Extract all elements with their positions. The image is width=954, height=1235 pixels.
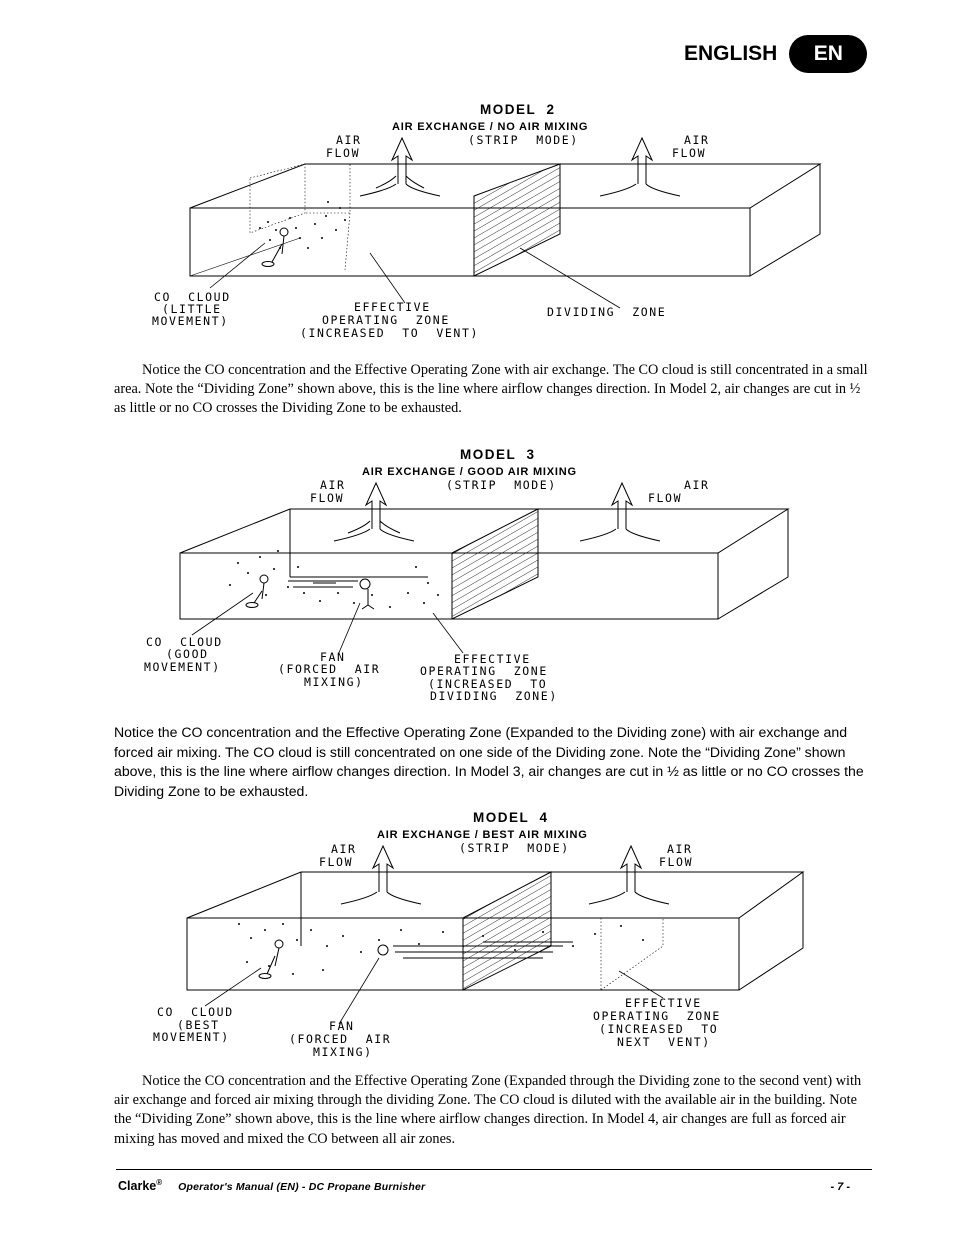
diagram-subtitle: AIR EXCHANGE / BEST AIR MIXING (377, 829, 588, 841)
airflow-left-label: AIR (336, 133, 362, 147)
fan-label: (FORCED AIR (278, 662, 381, 676)
effective-zone-label: OPERATING ZONE (593, 1009, 721, 1023)
airflow-left-label: FLOW (326, 146, 361, 160)
paragraph-model-2 (114, 361, 872, 419)
co-cloud-label: MOVEMENT) (144, 660, 221, 674)
effective-zone-label: OPERATING ZONE (322, 313, 450, 327)
operator-figure (259, 940, 283, 979)
paragraph-model-4 (114, 1072, 872, 1149)
diagram-title: MODEL 3 (460, 447, 536, 462)
airflow-right-label: FLOW (648, 491, 683, 505)
effective-zone-label: (INCREASED TO (428, 677, 548, 691)
airflow-arrow-left (360, 138, 440, 196)
effective-zone-label: OPERATING ZONE (420, 664, 548, 678)
fan-figure (362, 589, 374, 609)
diagram-title: MODEL 4 (473, 810, 549, 825)
airflow-arrow-right (589, 846, 669, 904)
dividing-zone-hatch (463, 872, 551, 990)
paragraph-text: Notice the CO concentration and the Effective Operating Zone with air exchange. The CO cloud is still concentrated in a small area. Note the “Dividing Zone” shown above, this is the line where airflow changes direction. In Model 2, air changes are cut in ½ as little or no CO crosses the Dividing Zone to be exhausted. (114, 362, 868, 417)
airflow-right-label: FLOW (672, 146, 707, 160)
fan-airstream (288, 579, 370, 589)
airflow-arrow-left (334, 483, 414, 541)
co-cloud-label: MOVEMENT) (152, 314, 229, 328)
airflow-right-label: AIR (667, 842, 693, 856)
diagram-subtitle: AIR EXCHANGE / NO AIR MIXING (392, 121, 589, 133)
effective-zone-label: EFFECTIVE (625, 996, 702, 1010)
fan-label: FAN (320, 650, 346, 664)
co-cloud-label: CO CLOUD (154, 290, 231, 304)
dividing-zone-hatch (452, 509, 538, 619)
airflow-arrow-right (600, 138, 680, 196)
airflow-right-label: AIR (684, 133, 710, 147)
co-cloud (238, 923, 644, 975)
effective-zone-label: (INCREASED TO (599, 1022, 719, 1036)
paragraph-model-3 (114, 723, 872, 801)
effective-zone-label: DIVIDING ZONE) (430, 689, 558, 703)
effective-zone-label: EFFECTIVE (454, 652, 531, 666)
diagram-model-4 (143, 806, 823, 1068)
fan-label: FAN (329, 1019, 355, 1033)
effective-zone-outline (250, 164, 350, 270)
dividing-zone-label: DIVIDING ZONE (547, 305, 667, 319)
page-footer (118, 1178, 850, 1193)
airflow-left-label: FLOW (310, 491, 345, 505)
fan-label: MIXING) (304, 675, 364, 689)
page-number: - 7 - (830, 1181, 850, 1194)
footer-divider (116, 1169, 872, 1170)
fan-label: (FORCED AIR (289, 1032, 392, 1046)
diagram-model-2 (140, 98, 830, 348)
language-badge: EN (789, 35, 867, 73)
operator-figure (246, 575, 268, 608)
language-label: ENGLISH (684, 42, 778, 65)
mode-label: (STRIP MODE) (468, 133, 579, 147)
airflow-left-label: AIR (320, 478, 346, 492)
operator-figure (262, 228, 288, 267)
co-cloud-label: (LITTLE (162, 302, 222, 316)
fan-label: MIXING) (313, 1045, 373, 1059)
manual-title: Operator's Manual (EN) - DC Propane Burnisher (178, 1181, 426, 1194)
effective-zone-label: (INCREASED TO VENT) (300, 326, 479, 340)
diagram-model-3 (128, 443, 818, 713)
airflow-right-label: AIR (684, 478, 710, 492)
dividing-zone-hatch (474, 164, 560, 276)
co-cloud-label: (BEST (177, 1018, 220, 1032)
paragraph-text: Notice the CO concentration and the Effective Operating Zone (Expanded through the Dividing zone to the second vent) with air exchange and forced air mixing through the dividing Zone. The CO cloud is diluted with the available air in the building. Note the “Dividing Zone” shown above, this is the line where airflow changes direction. In Model 4, air changes are full as forced air mixing has moved and mixed the CO between all air zones. (114, 1073, 862, 1147)
co-cloud-label: MOVEMENT) (153, 1030, 230, 1044)
effective-zone-label: EFFECTIVE (354, 300, 431, 314)
effective-zone-label: NEXT VENT) (617, 1035, 711, 1049)
co-cloud-label: CO CLOUD (157, 1005, 234, 1019)
co-cloud-label: CO CLOUD (146, 635, 223, 649)
airflow-left-label: AIR (331, 842, 357, 856)
co-cloud-label: (GOOD (166, 647, 209, 661)
registered-mark: ® (156, 1178, 163, 1187)
language-header (684, 38, 867, 70)
mode-label: (STRIP MODE) (446, 478, 557, 492)
paragraph-text: Notice the CO concentration and the Effective Operating Zone (Expanded to the Dividing zone) with air exchange and forced air mixing. The CO cloud is still concentrated on one side of the Dividing zone. Note the “Dividing Zone” shown above, this is the line where airflow changes direction. In Model 3, air changes are cut in ½ as little or no CO crosses the Dividing Zone to be exhausted. (114, 724, 864, 799)
brand-name: Clarke® (118, 1178, 163, 1194)
diagram-title: MODEL 2 (480, 102, 556, 117)
mode-label: (STRIP MODE) (459, 841, 570, 855)
airflow-right-label: FLOW (659, 855, 694, 869)
airflow-left-label: FLOW (319, 855, 354, 869)
diagram-subtitle: AIR EXCHANGE / GOOD AIR MIXING (362, 466, 577, 478)
